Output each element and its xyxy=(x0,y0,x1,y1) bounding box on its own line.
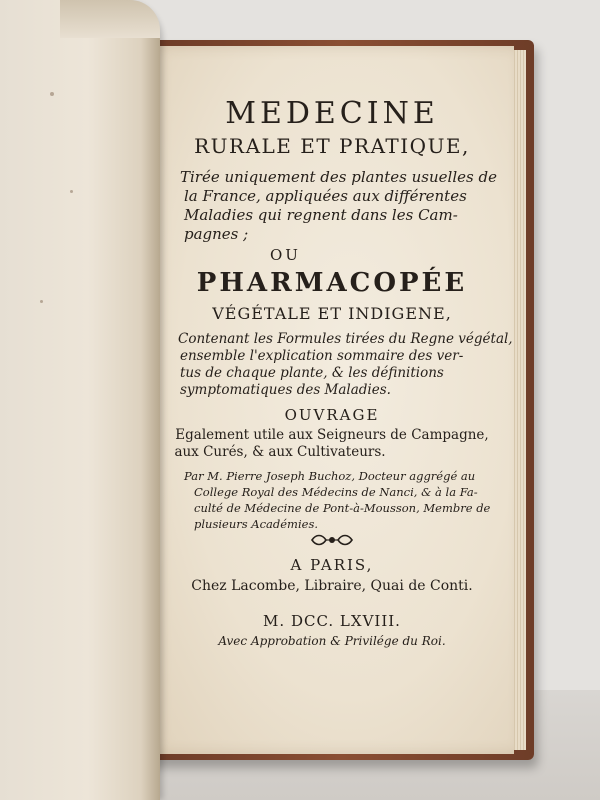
description-line: tus de chaque plante, & les définitions xyxy=(180,365,444,381)
subtitle-line: Maladies qui regnent dans les Cam- xyxy=(184,206,458,224)
imprint-date: M. DCC. LXVIII. xyxy=(263,612,401,630)
or-word: OU xyxy=(270,246,301,264)
title-page xyxy=(150,46,514,754)
author-line: culté de Médecine de Pont-à-Mousson, Membre de xyxy=(194,501,491,515)
description-line: Contenant les Formules tirées du Regne végétal, xyxy=(178,331,513,347)
foxing-spot xyxy=(70,190,73,193)
title-medecine: MEDECINE xyxy=(225,96,439,131)
flyleaf-fold xyxy=(60,0,160,38)
foxing-spot xyxy=(40,300,43,303)
ouvrage-label: OUVRAGE xyxy=(284,406,380,424)
utile-line: Egalement utile aux Seigneurs de Campagne, xyxy=(175,427,489,443)
imprint-place: A PARIS, xyxy=(290,556,374,574)
page-edges xyxy=(512,50,526,750)
subtitle-line: Tirée uniquement des plantes usuelles de xyxy=(180,168,497,186)
title-vegetale: VÉGÉTALE ET INDIGENE, xyxy=(212,304,452,323)
author-line: Par M. Pierre Joseph Buchoz, Docteur aggrégé au xyxy=(184,469,476,483)
imprint-publisher: Chez Lacombe, Libraire, Quai de Conti. xyxy=(191,578,473,594)
title-rurale-et-pratique: RURALE ET PRATIQUE, xyxy=(194,134,470,158)
privilege-line: Avec Approbation & Privilége du Roi. xyxy=(218,634,446,648)
description-line: ensemble l'explication sommaire des ver- xyxy=(180,348,464,364)
foxing-spot xyxy=(50,92,54,96)
description-line: symptomatiques des Maladies. xyxy=(180,382,391,398)
title-pharmacopee: PHARMACOPÉE xyxy=(196,268,468,298)
fleuron-ornament-icon xyxy=(308,532,356,548)
author-line: College Royal des Médecins de Nanci, & à la Fa- xyxy=(194,485,478,499)
subtitle-line: la France, appliquées aux différentes xyxy=(184,187,467,205)
utile-line: aux Curés, & aux Cultivateurs. xyxy=(174,444,386,460)
subtitle-line: pagnes ; xyxy=(184,225,249,243)
left-flyleaf xyxy=(0,0,160,800)
author-line: plusieurs Académies. xyxy=(194,517,319,531)
